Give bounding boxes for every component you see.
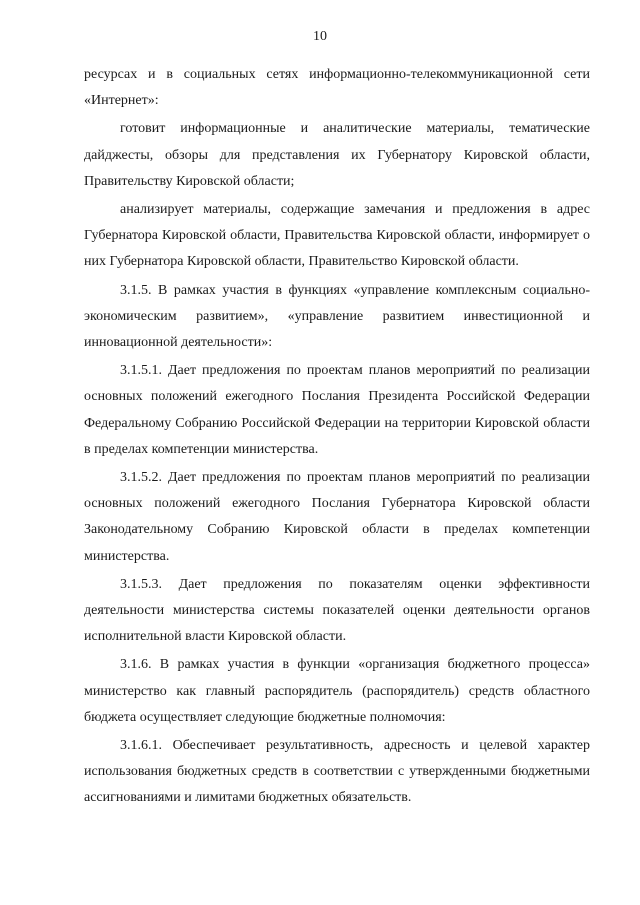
paragraph: готовит информационные и аналитические материалы, тематические дайджесты, обзоры для представления их Губернатору Кировской области, Правительству Кировской области; bbox=[84, 121, 590, 189]
paragraph-section-3-1-6: 3.1.6. В рамках участия в функции «организация бюджетного процесса» министерство как главный распорядитель (распорядитель) средств областного бюджета осуществляет следующие бюджетные полномочия: bbox=[84, 657, 590, 725]
page-number: 10 bbox=[313, 29, 327, 44]
paragraph-section-3-1-6-1: 3.1.6.1. Обеспечивает результативность, адресность и целевой характер использования бюджетных средств в соответствии с утвержденными бюджетными ассигнованиями и лимитами бюджетных обязательств. bbox=[84, 738, 590, 806]
document-body bbox=[84, 62, 590, 814]
paragraph-section-3-1-5-3: 3.1.5.3. Дает предложения по показателям оценки эффективности деятельности министерства системы показателей оценки деятельности органов исполнительной власти Кировской области. bbox=[84, 576, 590, 645]
paragraph-section-3-1-5: 3.1.5. В рамках участия в функциях «управление комплексным социально-экономическим развитием», «управление развитием инвестиционной и инновационной деятельности»: bbox=[84, 282, 590, 351]
paragraph-continuation: ресурсах и в социальных сетях информационно-телекоммуникационной сети «Интернет»: bbox=[84, 67, 590, 109]
paragraph: анализирует материалы, содержащие замечания и предложения в адрес Губернатора Кировской области, Правительства Кировской области, информирует о них Губернатора Кировской области, Правительство Кировской области. bbox=[84, 202, 590, 270]
paragraph-section-3-1-5-1: 3.1.5.1. Дает предложения по проектам планов мероприятий по реализации основных положений ежегодного Послания Президента Российской Федерации Федеральному Собранию Российской Федерации на территории Кировской области в пределах компетенции министерства. bbox=[84, 363, 590, 457]
paragraph-section-3-1-5-2: 3.1.5.2. Дает предложения по проектам планов мероприятий по реализации основных положений ежегодного Послания Губернатора Кировской области Законодательному Собранию Кировской области в пределах компетенции министерства. bbox=[84, 470, 590, 564]
